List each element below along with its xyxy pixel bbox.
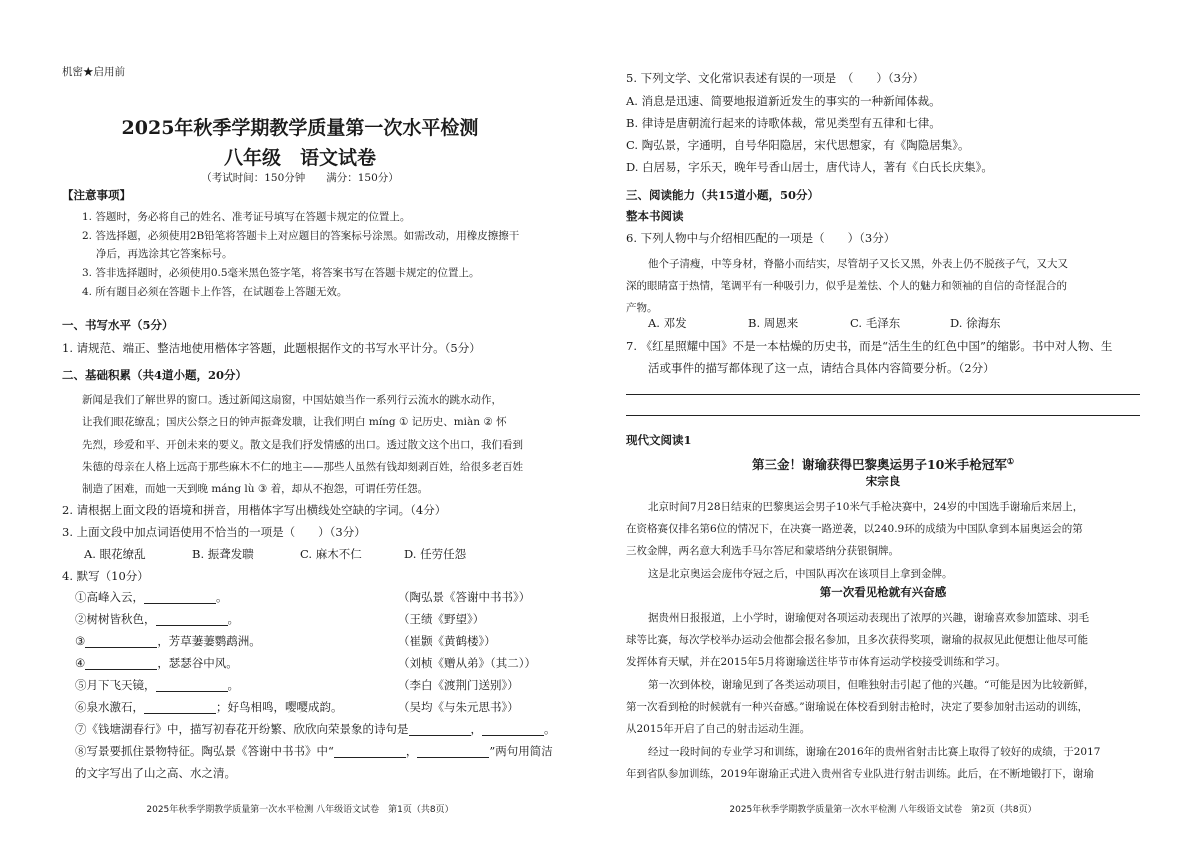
article-paragraph: 经过一段时间的专业学习和训练，谢瑜在2016年的贵州省射击比赛上取得了较好的成绩，于2017: [648, 746, 1101, 758]
question-4-heading: 4. 默写（10分）: [62, 569, 149, 583]
passage-line: 新闻是我们了解世界的窗口。透过新闻这扇窗，中国姑娘当作一系列行云流水的跳水动作，: [82, 394, 502, 406]
exam-title: 2025年秋季学期教学质量第一次水平检测: [121, 117, 479, 139]
exam-page-2: [600, 0, 1200, 849]
notice-heading: 【注意事项】: [62, 188, 131, 202]
answer-blank[interactable]: [417, 757, 489, 758]
question-2: 2. 请根据上面文段的语境和拼音，用楷体字写出横线处空缺的字词。（4分）: [62, 503, 447, 517]
answer-blank[interactable]: [156, 691, 228, 692]
exam-info: （考试时间：150分钟 满分：150分）: [201, 172, 399, 184]
answer-blank[interactable]: [334, 757, 406, 758]
q3-option-b[interactable]: B. 振聋发聩: [192, 547, 254, 561]
notice-line: 3. 答非选择题时，必须使用0.5毫米黑色签字笔，将答案书写在答题卡规定的位置上。: [82, 267, 480, 279]
answer-blank[interactable]: [409, 735, 471, 736]
question-3: 3. 上面文段中加点词语使用不恰当的一项是（ ）（3分）: [62, 525, 366, 539]
dictation-source: （陶弘景《答谢中书书》）: [398, 590, 531, 604]
q6-option-d[interactable]: D. 徐海东: [950, 316, 1001, 330]
answer-line[interactable]: [626, 415, 1140, 416]
q6-option-c[interactable]: C. 毛泽东: [850, 316, 901, 330]
q6-description: 深的眼睛富于热情，笔调平有一种吸引力，似乎是羞怯、个人的魅力和领袖的自信的奇怪混合的: [626, 280, 1067, 292]
question-6: 6. 下列人物中与介绍相匹配的一项是（ ）（3分）: [626, 231, 896, 245]
modern-reading-heading: 现代文阅读1: [626, 433, 692, 447]
answer-line[interactable]: [626, 394, 1140, 395]
whole-book-reading: 整本书阅读: [626, 209, 684, 223]
q3-option-d[interactable]: D. 任劳任怨: [404, 547, 467, 561]
dictation-item: ①高峰入云， 。: [75, 590, 228, 604]
q5-option-d[interactable]: D. 白居易，字乐天，晚年号香山居士，唐代诗人，著有《白氏长庆集》。: [626, 160, 993, 174]
article-paragraph: 北京时间7月28日结束的巴黎奥运会男子10米气手枪决赛中，24岁的中国选手谢瑜后来居上，: [648, 501, 1084, 513]
article-paragraph: 在资格赛仅排名第6位的情况下，在决赛一路逆袭，以240.9环的成绩为中国队拿到本届奥运会的第: [626, 523, 1083, 535]
notice-line: 净后，再选涂其它答案标号。: [96, 248, 233, 260]
answer-blank[interactable]: [144, 603, 216, 604]
question-5: 5. 下列文学、文化常识表述有误的一项是 （ ）（3分）: [626, 71, 924, 85]
dictation-item: ④ ，瑟瑟谷中风。: [75, 656, 238, 670]
dictation-item-8: ⑧写景要抓住景物特征。陶弘景《答谢中书书》中“ ， ”两句用简洁: [75, 744, 553, 758]
article-paragraph: 据贵州日报报道，上小学时，谢瑜便对各项运动表现出了浓厚的兴趣，谢瑜喜欢参加篮球、羽毛: [648, 612, 1089, 624]
answer-blank[interactable]: [144, 713, 216, 714]
exam-subtitle: 八年级 语文试卷: [223, 147, 376, 169]
q3-option-c[interactable]: C. 麻木不仁: [300, 547, 362, 561]
article-subheading: 第一次看见枪就有兴奋感: [819, 585, 947, 599]
dictation-source: （王绩《野望》）: [398, 612, 485, 626]
article-paragraph: 年到省队参加训练，2019年谢瑜正式进入贵州省专业队进行射击训练。此后，在不断地锻打下，谢瑜: [626, 768, 1094, 780]
dictation-item: ②树树皆秋色， 。: [75, 612, 239, 626]
article-paragraph: 发挥体育天赋，并在2015年5月将谢瑜送往毕节市体育运动学校接受训练和学习。: [626, 656, 1006, 668]
page-footer: 2025年秋季学期教学质量第一次水平检测 八年级语文试卷 第1页（共8页）: [146, 805, 454, 815]
confidential-mark: 机密★启用前: [62, 66, 125, 78]
article-paragraph: 第一次看到枪的时候就有一种兴奋感。”谢瑜说在体校看到射击枪时，决定了要参加射击运动的训练，: [626, 701, 1089, 713]
article-paragraph: 这是北京奥运会庞伟夺冠之后，中国队再次在该项目上拿到金牌。: [648, 568, 953, 580]
dictation-source: （吴均《与朱元思书》）: [398, 700, 519, 714]
article-paragraph: 第一次到体校，谢瑜见到了各类运动项目，但唯独射击引起了他的兴趣。“可能是因为比较新鲜，: [648, 679, 1095, 691]
section-1-heading: 一、书写水平（5分）: [62, 318, 174, 332]
article-author: 宋宗良: [865, 474, 901, 488]
notice-line: 2. 答选择题，必须使用2B铅笔将答题卡上对应题目的答案标号涂黑。如需改动，用橡皮擦擦干: [82, 230, 520, 242]
article-title: 第三金！谢瑜获得巴黎奥运男子10米手枪冠军①: [751, 455, 1015, 472]
passage-line: 先烈，珍爱和平、开创未来的要义。散文是我们抒发情感的出口。透过散文这个出口，我们看到: [82, 439, 523, 451]
article-paragraph: 球等比赛，每次学校举办运动会他都会报名参加，且多次获得奖项，谢瑜的叔叔见此便想让他尽可能: [626, 634, 1088, 646]
notice-line: 4. 所有题目必须在答题卡上作答，在试题卷上答题无效。: [82, 286, 348, 298]
dictation-item: ⑤月下飞天镜， 。: [75, 678, 239, 692]
passage-line: 制造了困难，而她一天到晚 máng lù ③ 着，却从不抱怨，可谓任劳任怨。: [82, 483, 429, 495]
q3-option-a[interactable]: A. 眼花缭乱: [84, 547, 146, 561]
answer-blank[interactable]: [85, 669, 157, 670]
answer-blank[interactable]: [482, 735, 544, 736]
q6-description: 他个子清瘦，中等身材，脊骼小而结实，尽管胡子又长又黑，外表上仍不脱孩子气，又大又: [648, 258, 1068, 270]
question-7-cont: 活或事件的描写都体现了这一点，请结合具体内容简要分析。（2分）: [648, 361, 995, 375]
q5-option-a[interactable]: A. 消息是迅速、简要地报道新近发生的事实的一种新闻体裁。: [626, 94, 941, 108]
dictation-item-7: ⑦《钱塘湖春行》中，描写初春花开纷繁、欣欣向荣景象的诗句是 ， 。: [75, 722, 556, 736]
page-footer: 2025年秋季学期教学质量第一次水平检测 八年级语文试卷 第2页（共8页）: [729, 805, 1037, 815]
q6-option-a[interactable]: A. 邓发: [648, 316, 687, 330]
dictation-source: （李白《渡荆门送别》）: [398, 678, 519, 692]
passage-line: 朱德的母亲在人格上远高于那些麻木不仁的地主——那些人虽然有钱却刻剥百姓，给很多老百姓: [82, 461, 523, 473]
section-2-heading: 二、基础积累（共4道小题，20分）: [62, 368, 248, 382]
article-paragraph: 从2015年开启了自己的射击运动生涯。: [626, 723, 811, 735]
dictation-item: ⑥泉水激石， ；好鸟相鸣，嘤嘤成韵。: [75, 700, 343, 714]
article-paragraph: 三枚金牌，两名意大利选手马尔答尼和蒙塔纳分获银铜牌。: [626, 545, 899, 557]
dictation-source: （刘桢《赠从弟》（其二））: [398, 656, 536, 670]
dictation-item-8-cont: 的文字写出了山之高、水之清。: [75, 766, 236, 780]
q6-description: 产物。: [626, 302, 658, 314]
q6-option-b[interactable]: B. 周恩来: [748, 316, 799, 330]
answer-blank[interactable]: [156, 625, 228, 626]
question-7: 7. 《红星照耀中国》不是一本枯燥的历史书，而是“活生生的红色中国”的缩影。书中对人物、生: [626, 339, 1113, 353]
question-1: 1. 请规范、端正、整洁地使用楷体字答题，此题根据作文的书写水平计分。（5分）: [62, 341, 481, 355]
dictation-item: ③ ，芳草萋萋鹦鹉洲。: [75, 634, 261, 648]
dictation-source: （崔颢《黄鹤楼》）: [398, 634, 496, 648]
q5-option-b[interactable]: B. 律诗是唐朝流行起来的诗歌体裁，常见类型有五律和七律。: [626, 116, 941, 130]
q5-option-c[interactable]: C. 陶弘景，字通明，自号华阳隐居，宋代思想家，有《陶隐居集》。: [626, 138, 970, 152]
section-3-heading: 三、阅读能力（共15道小题，50分）: [626, 188, 820, 202]
passage-line: 让我们眼花缭乱；国庆公祭之日的钟声振聋发聩，让我们明白 míng ① 记历史、miàn ② 怀: [82, 416, 507, 428]
answer-blank[interactable]: [85, 647, 157, 648]
notice-line: 1. 答题时，务必将自己的姓名、准考证号填写在答题卡规定的位置上。: [82, 211, 411, 223]
